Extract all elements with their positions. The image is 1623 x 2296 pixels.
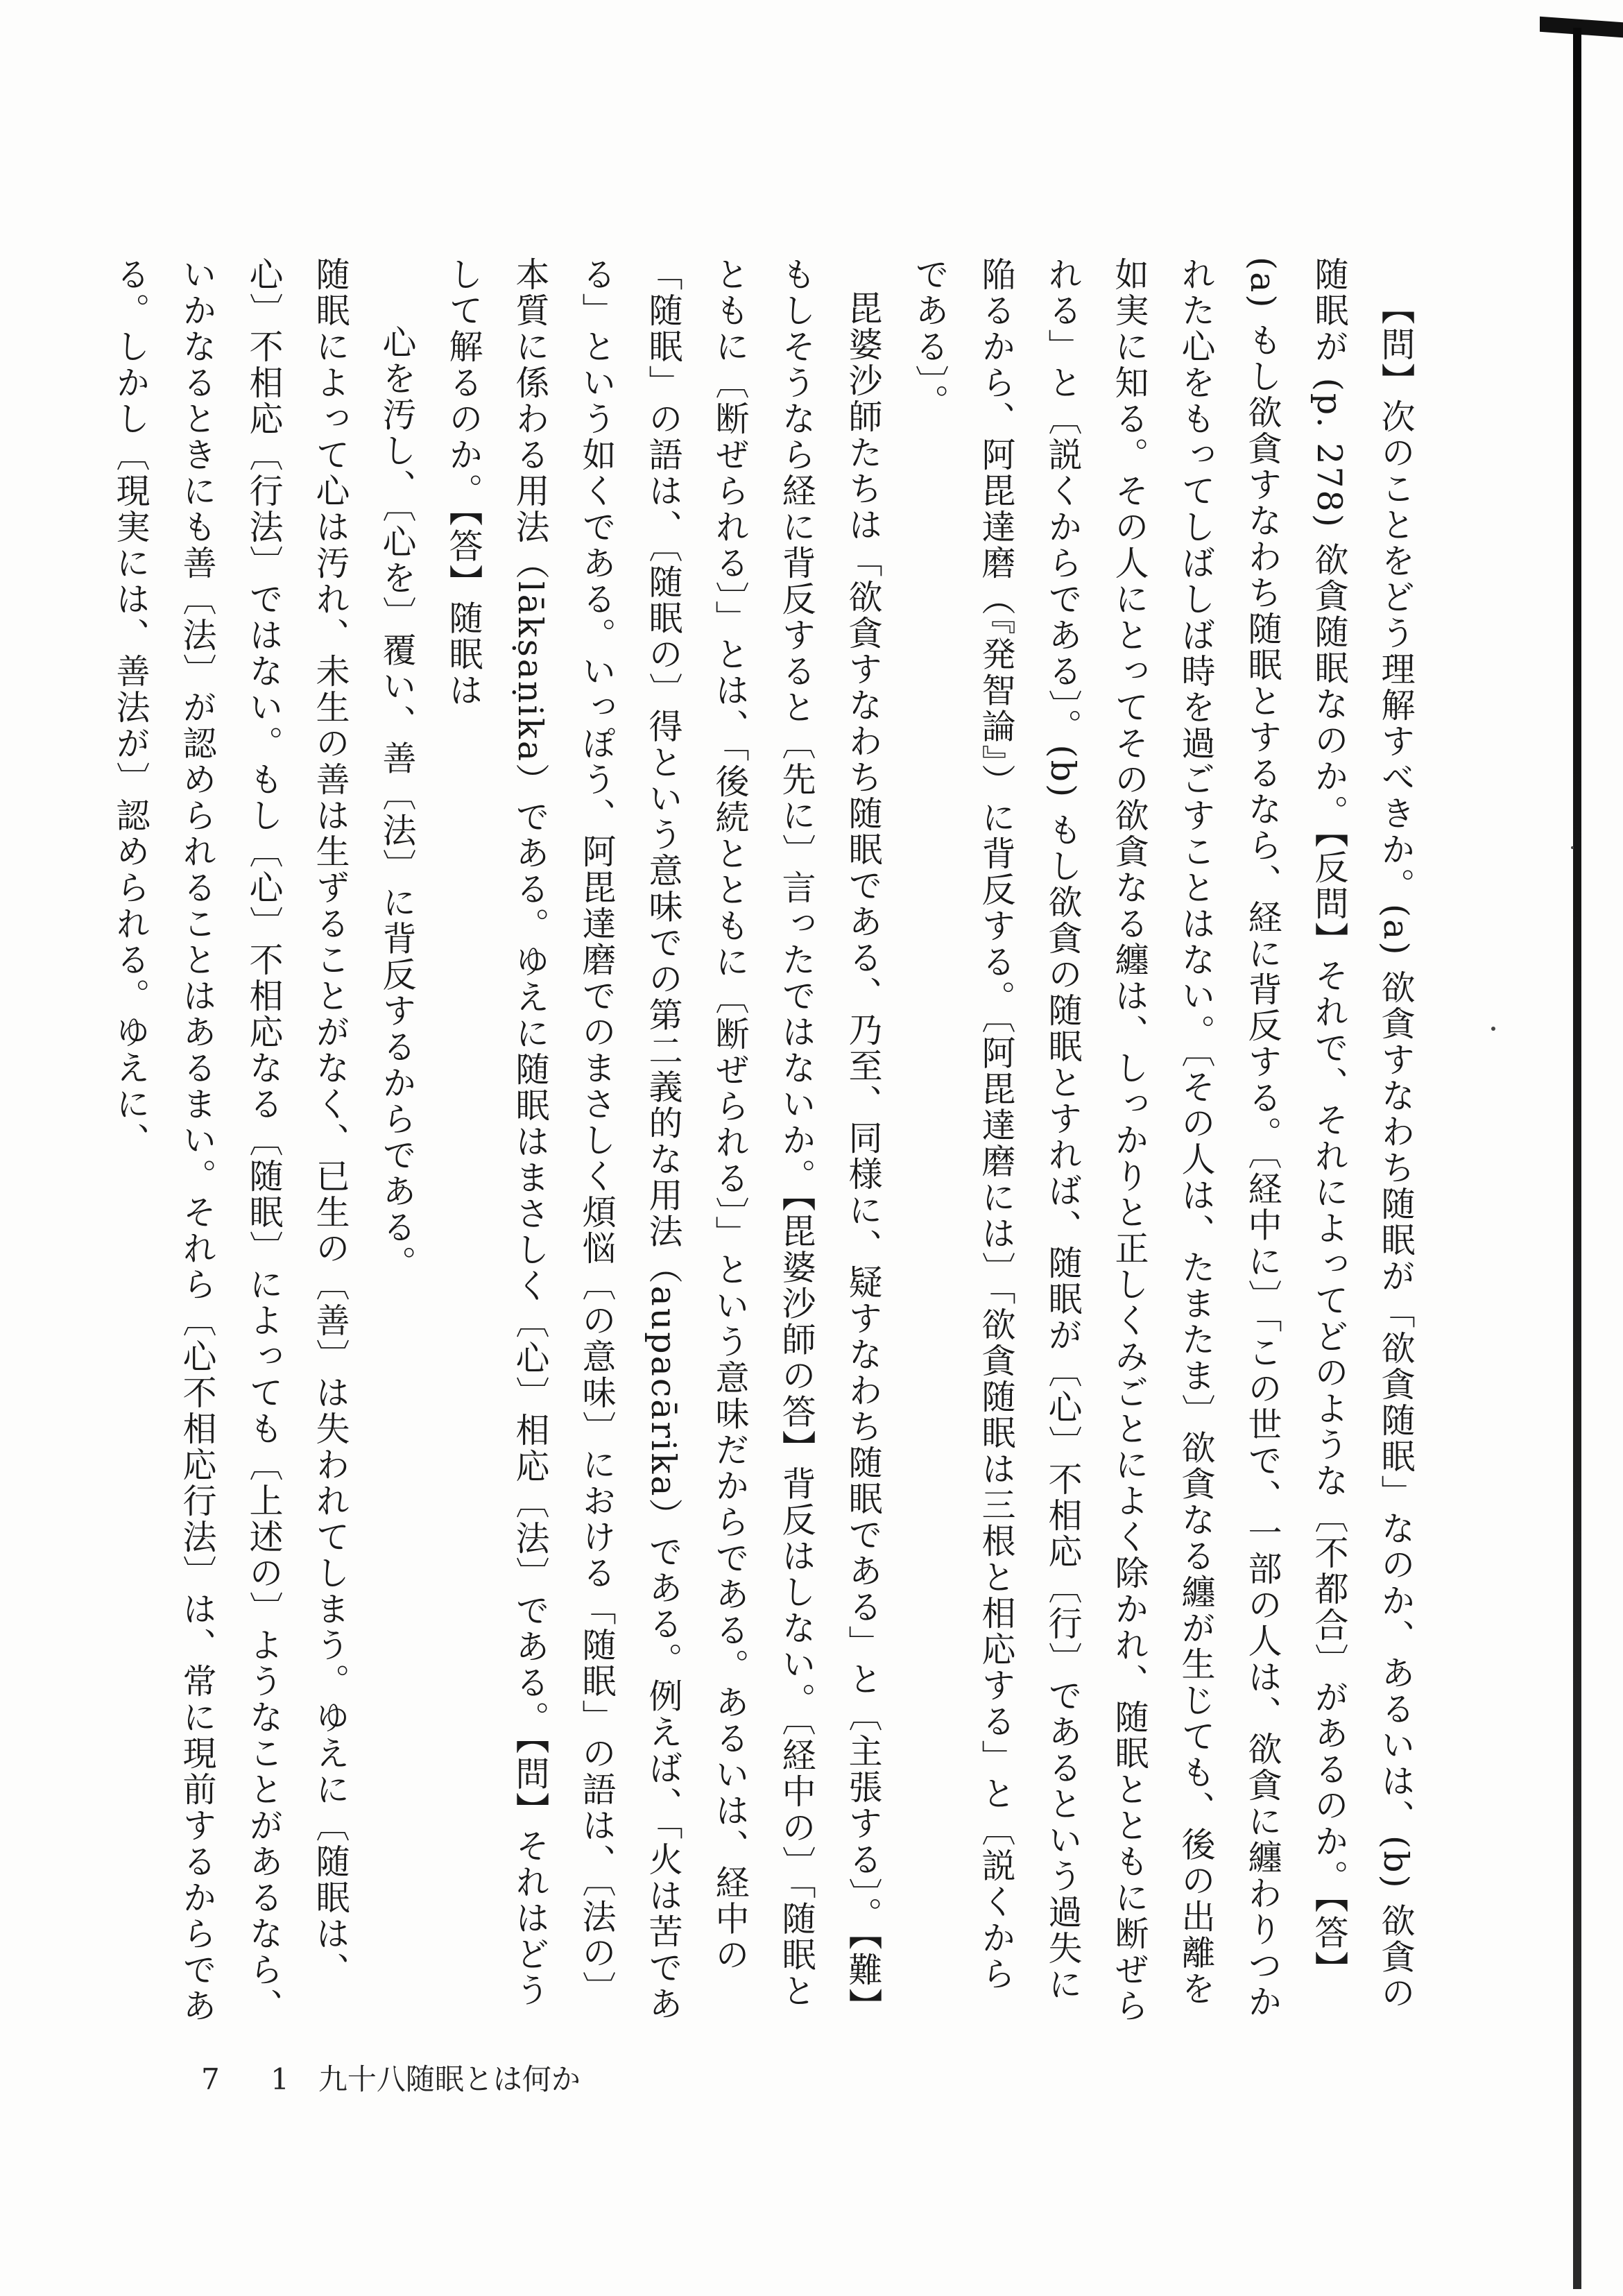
paragraph-question: 【問】次のことをどう理解すべきか。(a) 欲貪すなわち随眠が「欲貪随眠」なのか、あるいは、(b) 欲貪の随眠が (p. 278) 欲貪随眠なのか。【反問】それで、それによってどのような〔不都合〕があるのか。【答】(a) もし欲貪すなわち随眠とするなら、経に背反する。〔経中に〕「この世で、一部の人は、欲貪に纏わりつかれた心をもってしばしば時を過ごすことはない。〔その人は、たまたま〕欲貪なる纏が生じても、後の出離を如実に知る。その人にとってその欲貪なる纏は、しっかりと正しくみごとによく除かれ、随眠とともに断ぜられる」と〔説くからである〕。(b) もし欲貪の随眠とすれば、随眠が〔心〕不相応〔行〕であるという過失に陥るから、阿毘達磨（『発智論』）に背反する。〔阿毘達磨には〕「欲貪随眠は三根と相応する」と〔説くからである〕。 — [910, 257, 1416, 2024]
scan-speck — [1491, 1027, 1495, 1031]
binding-edge-line — [1573, 28, 1581, 2289]
paragraph-vibhasha-answer: 毘婆沙師たちは「欲貪すなわち随眠である、乃至、同様に、疑すなわち随眠である」と〔主張する〕。【難】もしそうなら経に背反すると〔先に〕言ったではないか。【毘婆沙師の答】背反はしない。〔経中の〕「随眠とともに〔断ぜられる〕」とは、「後続とともに〔断ぜられる〕」という意味だからである。あるいは、経中の「随眠」の語は、〔随眠の〕得という意味での第二義的な用法（aupacārika）である。例えば、「火は苦である」という如くである。いっぽう、阿毘達磨でのまさしく煩悩〔の意味〕における「随眠」の語は、〔法の〕本質に係わる用法（lākṣaṇika）である。ゆえに随眠はまさしく〔心〕相応〔法〕である。【問】それはどうして解るのか。【答】随眠は — [444, 257, 883, 2024]
main-text-block — [111, 257, 1429, 2025]
binding-edge-mark — [1540, 0, 1623, 2296]
page-footer — [201, 2057, 581, 2098]
page-number: 7 — [201, 2062, 220, 2096]
paragraph-verse: 心を汚し、〔心を〕覆い、善〔法〕に背反するからである。 — [377, 325, 417, 1282]
running-section-title: 1 九十八随眠とは何か — [270, 2062, 581, 2096]
scan-speck — [1571, 846, 1574, 849]
paragraph-commentary: 随眠によって心は汚れ、未生の善は生ずることがなく、已生の〔善〕は失われてしまう。ゆえに〔随眠は、心〕不相応〔行法〕ではない。もし〔心〕不相応なる〔随眠〕によっても〔上述の〕ようなことがあるなら、いかなるときにも善〔法〕が認められることはあるまい。それら〔心不相応行法〕は、常に現前するからである。しかし〔現実には、善法が〕認められる。ゆえに、 — [111, 257, 350, 2024]
binding-top-bar — [1540, 17, 1623, 37]
